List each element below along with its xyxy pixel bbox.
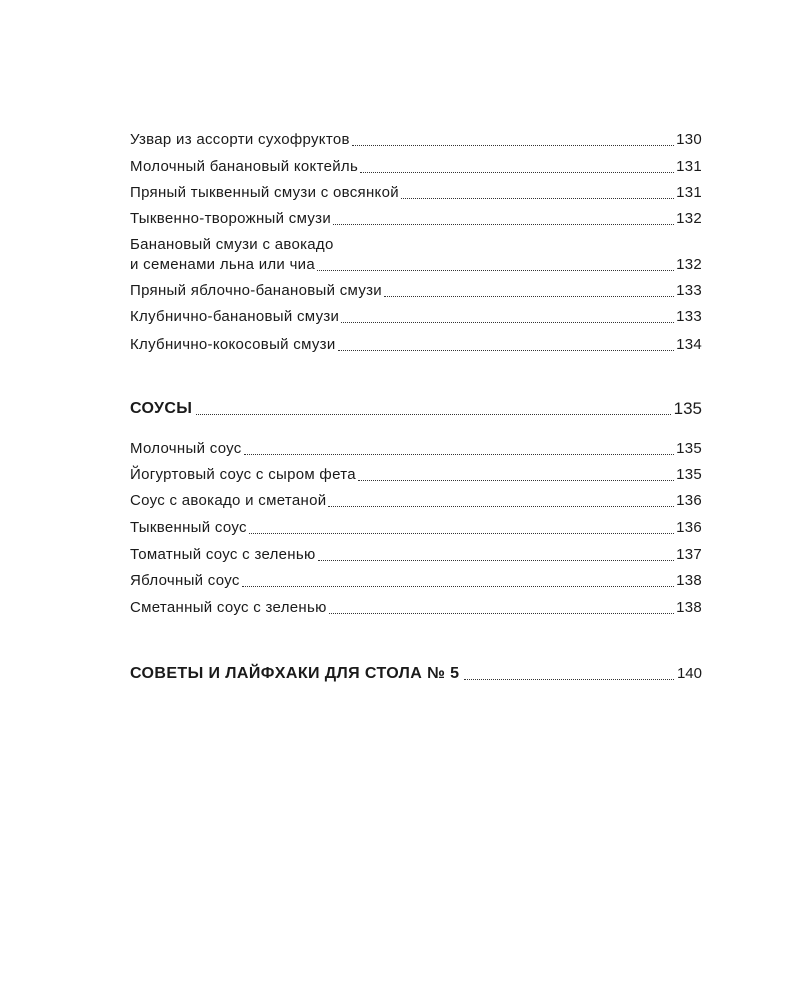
toc-entry-title: Томатный соус с зеленью <box>130 546 316 563</box>
toc-entry-title: Тыквенно-творожный смузи <box>130 210 332 227</box>
toc-entry-page: 138 <box>676 599 702 616</box>
toc-entry-title: Яблочный соус <box>130 572 240 589</box>
toc-entry-title: Сметанный соус с зеленью <box>130 599 327 616</box>
toc-entry-title: Клубнично-кокосовый смузи <box>130 336 336 353</box>
dot-leader <box>352 134 674 146</box>
toc-entry <box>130 158 702 176</box>
dot-leader <box>249 522 674 534</box>
toc-entry-page: 135 <box>676 440 702 457</box>
toc-entry <box>130 210 702 228</box>
section-page: 140 <box>676 665 702 682</box>
toc-entry <box>130 466 702 484</box>
toc-entry-title: Соус с авокадо и сметаной <box>130 492 327 509</box>
toc-entry <box>130 572 702 590</box>
toc-entry-page: 131 <box>676 184 702 201</box>
toc-entry <box>130 336 702 354</box>
toc-entry-title: Тыквенный соус <box>130 519 247 536</box>
toc-entry-page: 132 <box>676 210 702 227</box>
dot-leader <box>358 469 674 481</box>
toc-entry-page: 138 <box>676 572 702 589</box>
toc-entry-page: 130 <box>676 131 702 148</box>
toc-entry-title: Йогуртовый соус с сыром фета <box>130 466 356 483</box>
toc-entry-title: Клубнично-банановый смузи <box>130 308 340 325</box>
toc-entry-page: 133 <box>676 282 702 299</box>
dot-leader <box>401 187 674 199</box>
dot-leader <box>338 339 675 351</box>
toc-entry-page: 135 <box>676 466 702 483</box>
toc-entry <box>130 184 702 202</box>
toc-entry-page: 133 <box>676 308 702 325</box>
toc-entry-page: 137 <box>676 546 702 563</box>
dot-leader <box>328 495 674 507</box>
toc-entry-line <box>130 236 702 254</box>
toc-entry-title: Пряный тыквенный смузи с овсянкой <box>130 184 399 201</box>
toc-entry <box>130 519 702 537</box>
toc-entry-page: 131 <box>676 158 702 175</box>
toc-entry-title: Молочный соус <box>130 440 242 457</box>
toc-entry <box>130 131 702 149</box>
dot-leader <box>196 403 670 415</box>
dot-leader <box>384 285 674 297</box>
section-page: 135 <box>673 399 702 418</box>
toc-entry <box>130 546 702 564</box>
dot-leader <box>341 311 674 323</box>
dot-leader <box>464 668 674 680</box>
toc-entry <box>130 599 702 617</box>
section-title: СОУСЫ <box>130 400 193 417</box>
toc-entry-page: 136 <box>676 519 702 536</box>
toc-section-heading <box>130 399 702 419</box>
toc-section-heading <box>130 664 702 684</box>
toc-entry-page: 136 <box>676 492 702 509</box>
toc-entry-title: Узвар из ассорти сухофруктов <box>130 131 350 148</box>
dot-leader <box>333 213 674 225</box>
dot-leader <box>317 259 674 271</box>
dot-leader <box>242 575 674 587</box>
section-title: СОВЕТЫ И ЛАЙФХАКИ ДЛЯ СТОЛА № 5 <box>130 665 460 682</box>
dot-leader <box>244 443 674 455</box>
toc-entry-title-line2: и семенами льна или чиа <box>130 256 316 273</box>
toc-entry-title-line1: Банановый смузи с авокадо <box>130 236 334 253</box>
toc-entry <box>130 282 702 300</box>
toc-entry <box>130 440 702 458</box>
toc-entry <box>130 308 702 326</box>
toc-entry <box>130 492 702 510</box>
toc-entry-line <box>130 256 702 274</box>
toc-entry-multiline <box>130 236 702 274</box>
toc-entry-title: Молочный банановый коктейль <box>130 158 359 175</box>
toc-entry-title: Пряный яблочно-банановый смузи <box>130 282 382 299</box>
toc-entry-page: 134 <box>676 336 702 353</box>
dot-leader <box>360 161 674 173</box>
dot-leader <box>329 602 674 614</box>
dot-leader <box>318 549 675 561</box>
toc-entry-page: 132 <box>676 256 702 273</box>
